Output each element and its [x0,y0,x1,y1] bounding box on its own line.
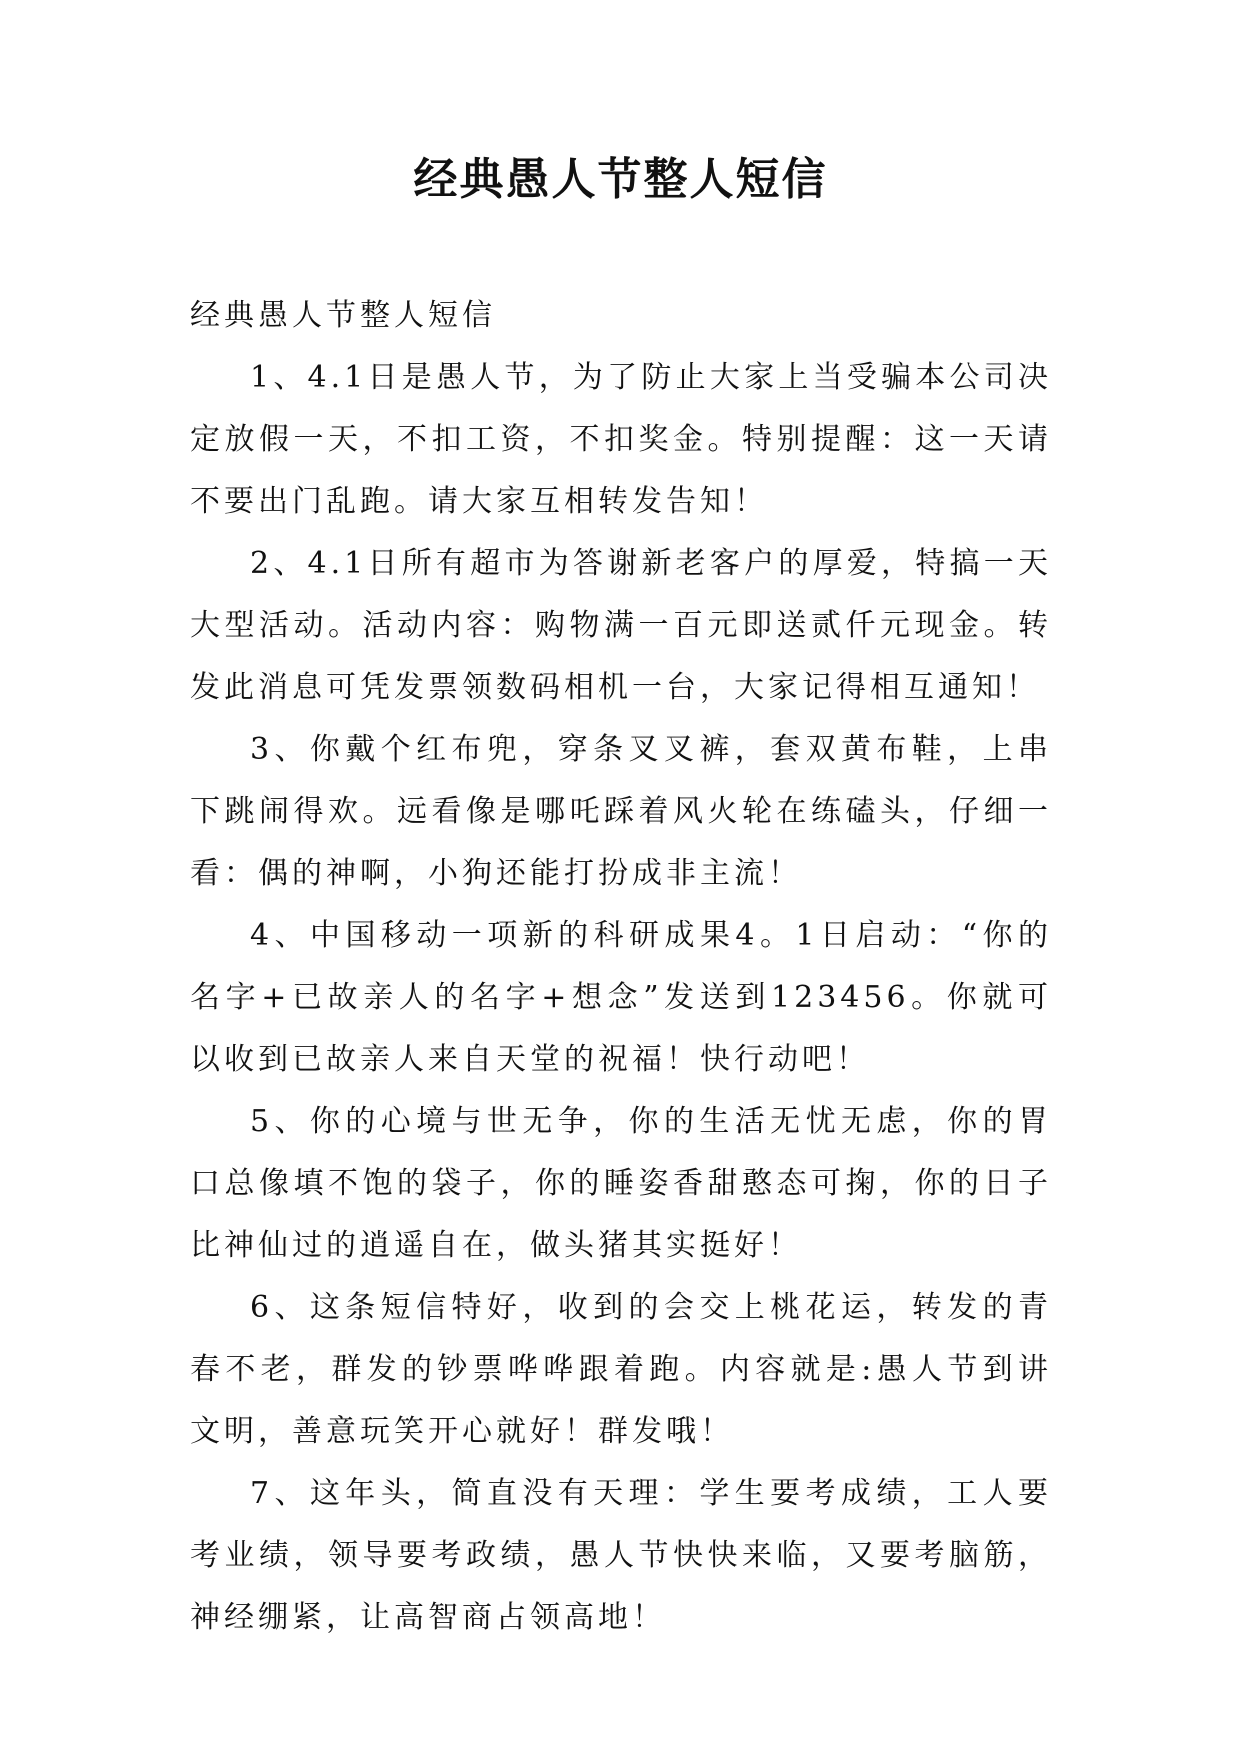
paragraph-1: 1、4.1日是愚人节，为了防止大家上当受骗本公司决定放假一天，不扣工资，不扣奖金。特别提醒：这一天请不要出门乱跑。请大家互相转发告知！ [190,360,1052,519]
paragraph-3: 3、你戴个红布兜，穿条叉叉裤，套双黄布鞋，上串下跳闹得欢。远看像是哪吒踩着风火轮在练磕头，仔细一看：偶的神啊，小狗还能打扮成非主流！ [190,732,1052,891]
document-body [190,285,1052,1649]
document-title: 经典愚人节整人短信 [413,154,828,205]
document-subtitle: 经典愚人节整人短信 [190,298,496,333]
paragraph-5: 5、你的心境与世无争，你的生活无忧无虑，你的胃口总像填不饱的袋子，你的睡姿香甜憨态可掬，你的日子比神仙过的逍遥自在，做头猪其实挺好！ [190,1104,1052,1263]
paragraph-2: 2、4.1日所有超市为答谢新老客户的厚爱，特搞一天大型活动。活动内容：购物满一百元即送贰仟元现金。转发此消息可凭发票领数码相机一台，大家记得相互通知！ [190,546,1052,705]
paragraph-4: 4、中国移动一项新的科研成果4。1日启动：“你的名字+已故亲人的名字+想念”发送到123456。你就可以收到已故亲人来自天堂的祝福！快行动吧！ [190,918,1052,1077]
paragraph-7: 7、这年头，简直没有天理：学生要考成绩，工人要考业绩，领导要考政绩，愚人节快快来临，又要考脑筋，神经绷紧，让高智商占领高地！ [190,1476,1052,1635]
paragraph-6: 6、这条短信特好，收到的会交上桃花运，转发的青春不老，群发的钞票哗哗跟着跑。内容就是:愚人节到讲文明，善意玩笑开心就好！群发哦！ [190,1290,1052,1449]
